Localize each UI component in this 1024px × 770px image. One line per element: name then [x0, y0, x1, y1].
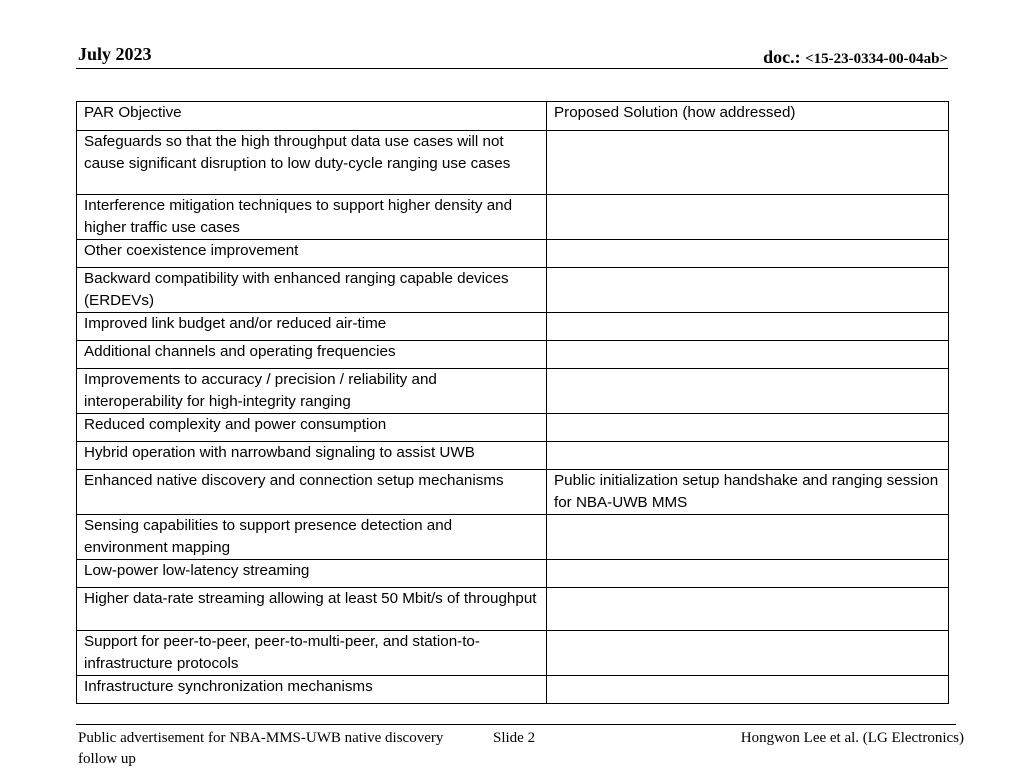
table-row: [77, 676, 949, 704]
table-row: [77, 631, 949, 676]
footer-author: Hongwon Lee et al. (LG Electronics): [740, 730, 964, 746]
table-row: [77, 313, 949, 341]
doc-number: <15-23-0334-00-04ab>: [805, 51, 948, 67]
header-cell-objective: PAR Objective: [77, 102, 547, 131]
table-row: [77, 268, 949, 313]
objective-cell: Infrastructure synchronization mechanisms: [77, 676, 547, 704]
header-date: July 2023: [78, 44, 152, 64]
solution-cell: [547, 414, 949, 442]
footer-slide-number: Slide 2: [493, 730, 536, 746]
solution-cell: [547, 240, 949, 268]
table-body: [77, 102, 949, 704]
header-cell-solution: Proposed Solution (how addressed): [547, 102, 949, 131]
objective-cell: Improved link budget and/or reduced air-time: [77, 313, 547, 341]
objective-cell: Interference mitigation techniques to support higher density and higher traffic use cases: [77, 195, 547, 240]
doc-label: doc.:: [763, 47, 806, 67]
objective-cell: Reduced complexity and power consumption: [77, 414, 547, 442]
solution-cell: [547, 588, 949, 631]
table-row: [77, 131, 949, 195]
table-row: [77, 240, 949, 268]
table-row: [77, 442, 949, 470]
solution-cell: [547, 676, 949, 704]
solution-cell: [547, 442, 949, 470]
table-row: [77, 560, 949, 588]
header-doc-id: [763, 47, 948, 68]
objective-cell: Other coexistence improvement: [77, 240, 547, 268]
footer-divider: [76, 724, 956, 725]
objective-cell: Additional channels and operating frequencies: [77, 341, 547, 369]
solution-cell: [547, 131, 949, 195]
objective-cell: Hybrid operation with narrowband signaling to assist UWB: [77, 442, 547, 470]
objective-cell: Safeguards so that the high throughput data use cases will not cause significant disruption to low duty-cycle ranging use cases: [77, 131, 547, 195]
solution-cell: [547, 195, 949, 240]
table-row: [77, 341, 949, 369]
table-row: [77, 369, 949, 414]
objective-cell: Improvements to accuracy / precision / reliability and interoperability for high-integrity ranging: [77, 369, 547, 414]
table-row: [77, 414, 949, 442]
objective-cell: Sensing capabilities to support presence detection and environment mapping: [77, 515, 547, 560]
table-header-row: [77, 102, 949, 131]
footer-title: Public advertisement for NBA-MMS-UWB native discovery follow up: [78, 730, 444, 767]
table-row: [77, 470, 949, 515]
solution-cell: [547, 341, 949, 369]
solution-cell: Public initialization setup handshake and ranging session for NBA-UWB MMS: [547, 470, 949, 515]
objective-cell: Support for peer-to-peer, peer-to-multi-peer, and station-to-infrastructure protocols: [77, 631, 547, 676]
objective-cell: Backward compatibility with enhanced ranging capable devices (ERDEVs): [77, 268, 547, 313]
solution-cell: [547, 631, 949, 676]
solution-cell: [547, 560, 949, 588]
solution-cell: [547, 313, 949, 341]
solution-cell: [547, 268, 949, 313]
solution-cell: [547, 369, 949, 414]
objective-cell: Low-power low-latency streaming: [77, 560, 547, 588]
table-row: [77, 515, 949, 560]
solution-cell: [547, 515, 949, 560]
table-row: [77, 195, 949, 240]
header-divider: [76, 68, 948, 69]
table-row: [77, 588, 949, 631]
objective-cell: Enhanced native discovery and connection setup mechanisms: [77, 470, 547, 515]
objective-cell: Higher data-rate streaming allowing at least 50 Mbit/s of throughput: [77, 588, 547, 631]
par-objectives-table: [76, 101, 949, 704]
